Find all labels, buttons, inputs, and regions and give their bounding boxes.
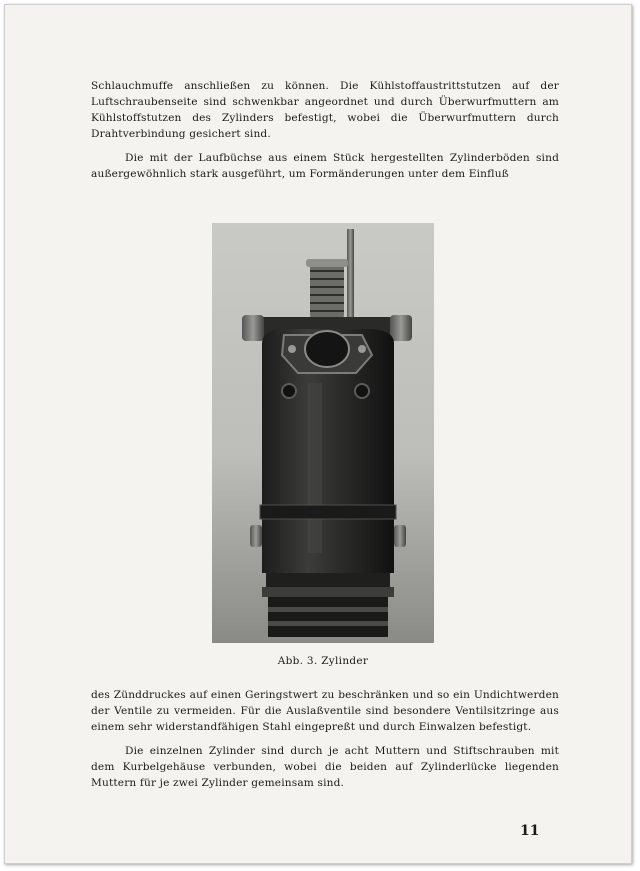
paragraph: Die mit der Laufbüchse aus einem Stück hergestellten Zylinderböden sind außergewöhnlich stark ausgeführt, um Formänderungen unter dem Einfluß xyxy=(91,152,559,180)
page-number: 11 xyxy=(520,823,540,839)
text-block-bottom xyxy=(91,687,559,799)
paragraph: Schlauchmuffe anschließen zu können. Die Kühlstoffaustrittstutzen auf der Luftschraubenseite sind schwenkbar angeordnet und durch Überwurfmuttern am Kühlstoffstutzen des Zylinders befestigt, wobei die Überwurfmuttern durch Drahtverbindung gesichert sind. xyxy=(91,80,559,140)
paragraph: Die einzelnen Zylinder sind durch je acht Muttern und Stiftschrauben mit dem Kurbelgehäuse verbunden, wobei die beiden auf Zylinderlücke liegenden Muttern für je zwei Zylinder gemeinsam sind. xyxy=(91,745,559,789)
figure-caption: Abb. 3. Zylinder xyxy=(277,655,369,667)
paragraph: des Zünddruckes auf einen Geringstwert zu beschränken und so ein Undichtwerden der Ventile zu vermeiden. Für die Auslaßventile sind besondere Ventilsitzringe aus einem sehr widerstandfähigen Stahl eingepreßt und durch Einwalzen befestigt. xyxy=(91,689,559,733)
cylinder-photo xyxy=(212,223,434,643)
text-block-top xyxy=(91,78,559,190)
document-page xyxy=(4,4,632,864)
